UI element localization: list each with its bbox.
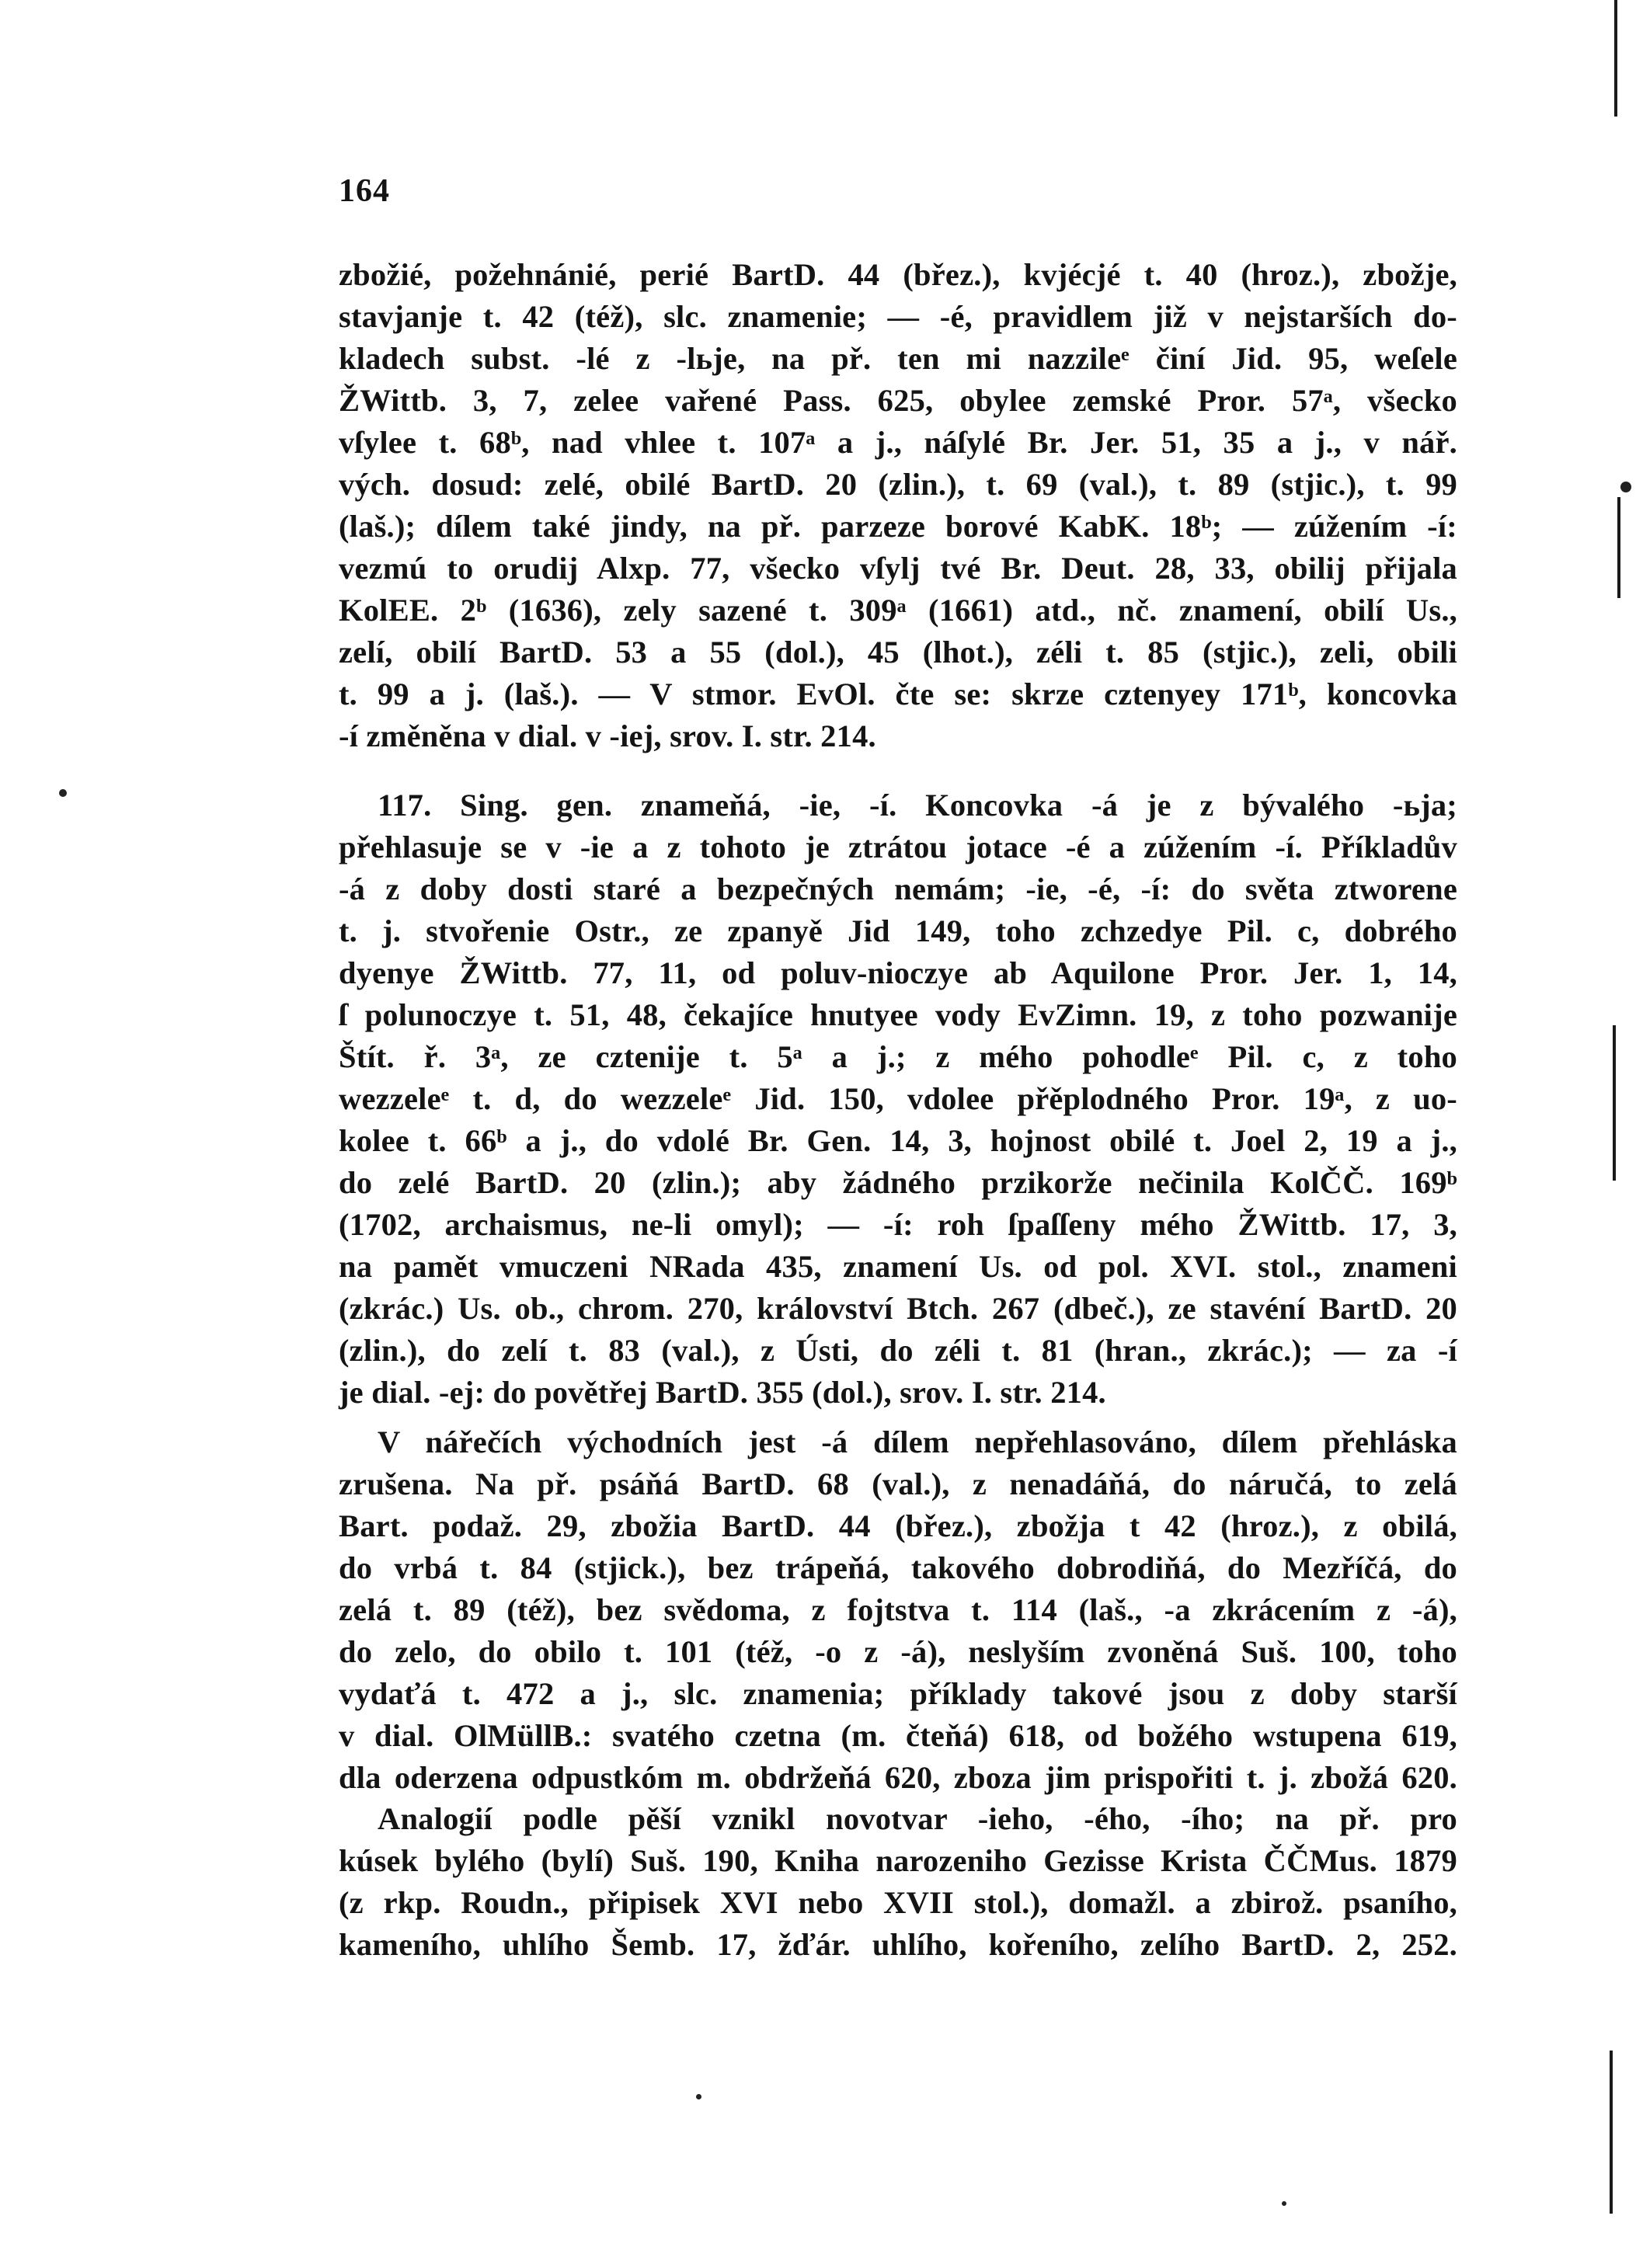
- text-line: KolEE. 2ᵇ (1636), zely sazené t. 309ᵃ (1661) atd., nč. znamení, obilí Us.,: [339, 593, 1457, 628]
- text-line: dyenye ŽWittb. 77, 11, od poluv-nioczye ab Aquilone Pror. Jer. 1, 14,: [339, 955, 1457, 990]
- text-line: přehlasuje se v -ie a z tohoto je ztrátou jotace -é a zúžením -í. Příkladův: [339, 830, 1457, 864]
- text-line: V nářečích východních jest -á dílem nepřehlasováno, dílem přehláska: [378, 1424, 1457, 1459]
- paragraph-continuation: [339, 254, 1457, 757]
- edge-rule-top: [1614, 0, 1617, 117]
- text-line: (zlin.), do zelí t. 83 (val.), z Ústi, do zéli t. 81 (hran., zkrác.); — za -í: [339, 1333, 1457, 1368]
- text-line: vydaťá t. 472 a j., slc. znamenia; příklady takové jsou z doby starší: [339, 1676, 1457, 1711]
- text-line: zelá t. 89 (též), bez svědoma, z fojtstva t. 114 (laš., -a zkrácením z -á),: [339, 1592, 1457, 1627]
- text-line: vých. dosud: zelé, obilé BartD. 20 (zlin.), t. 69 (val.), t. 89 (stjic.), t. 99: [339, 467, 1457, 502]
- text-line: Štít. ř. 3ᵃ, ze cztenije t. 5ᵃ a j.; z mého pohodleᵉ Pil. c, z toho: [339, 1039, 1457, 1074]
- text-line: Bart. podaž. 29, zbožia BartD. 44 (břez.), zbožja t 42 (hroz.), z obilá,: [339, 1508, 1457, 1543]
- edge-rule-bottom: [1610, 2051, 1613, 2214]
- text-line: je dial. -ej: do povětřej BartD. 355 (dol.), srov. I. str. 214.: [339, 1375, 1106, 1410]
- text-line: ŽWittb. 3, 7, zelee vařené Pass. 625, obylee zemské Pror. 57ᵃ, všecko: [339, 383, 1457, 418]
- text-line: na pamět vmuczeni NRada 435, znamení Us. od pol. XVI. stol., znameni: [339, 1249, 1457, 1284]
- text-line: vezmú to orudij Alxp. 77, všecko vſylj tvé Br. Deut. 28, 33, obilij přijala: [339, 551, 1457, 586]
- text-line: kúsek bylého (bylí) Suš. 190, Kniha narozeniho Gezisse Krista ČČMus. 1879: [339, 1843, 1457, 1878]
- text-line: (zkrác.) Us. ob., chrom. 270, království Btch. 267 (dbeč.), ze stavéní BartD. 20: [339, 1291, 1457, 1326]
- text-line: zrušena. Na př. psáňá BartD. 68 (val.), z nenadáňá, do náručá, to zelá: [339, 1466, 1457, 1501]
- edge-rule-middle: [1617, 497, 1620, 598]
- text-line: (1702, archaismus, ne-li omyl); — -í: roh ſpaſſeny mého ŽWittb. 17, 3,: [339, 1207, 1457, 1242]
- speck-mark: [59, 789, 67, 797]
- text-line: vſylee t. 68ᵇ, nad vhlee t. 107ᵃ a j., náſylé Br. Jer. 51, 35 a j., v nář.: [339, 425, 1457, 460]
- text-line: kolee t. 66ᵇ a j., do vdolé Br. Gen. 14, 3, hojnost obilé t. Joel 2, 19 a j.,: [339, 1123, 1457, 1158]
- text-line: do zelé BartD. 20 (zlin.); aby žádného przikorže nečinila KolČČ. 169ᵇ: [339, 1165, 1457, 1200]
- text-line: ſ polunoczye t. 51, 48, čekajíce hnutyee vody EvZimn. 19, z toho pozwanije: [339, 997, 1457, 1032]
- text-line: kladech subst. -lé z -lьje, na př. ten mi nazzileᵉ činí Jid. 95, weſele: [339, 341, 1457, 376]
- edge-rule-lower: [1613, 1025, 1616, 1181]
- text-line: do zelo, do obilo t. 101 (též, -o z -á), neslyším zvoněná Suš. 100, toho: [339, 1634, 1457, 1669]
- paragraph-section-117: [339, 784, 1457, 1414]
- text-line: t. 99 a j. (laš.). — V stmor. EvOl. čte se: skrze cztenyey 171ᵇ, koncovka: [339, 677, 1457, 711]
- speck-mark: [1282, 2201, 1286, 2206]
- text-line: dla oderzena odpustkóm m. obdržeňá 620, zboza jim prispořiti t. j. zbožá 620.: [339, 1760, 1457, 1795]
- speck-mark: [696, 2094, 701, 2099]
- page-number: 164: [339, 173, 390, 209]
- text-line: (z rkp. Roudn., připisek XVI nebo XVII stol.), domažl. a zbirož. psaního,: [339, 1885, 1457, 1920]
- text-line: stavjanje t. 42 (též), slc. znamenie; — -é, pravidlem již v nejstarších do-: [339, 299, 1457, 334]
- section-heading-line: 117. Sing. gen. znameňá, -ie, -í. Koncovka -á je z bývalého -ьja;: [378, 788, 1457, 823]
- paragraph-analogy: [339, 1798, 1457, 1966]
- text-line: zelí, obilí BartD. 53 a 55 (dol.), 45 (lhot.), zéli t. 85 (stjic.), zeli, obili: [339, 635, 1457, 670]
- text-line: do vrbá t. 84 (stjick.), bez trápeňá, takového dobrodiňá, do Mezříčá, do: [339, 1550, 1457, 1585]
- speck-mark: [1620, 482, 1631, 492]
- paragraph-eastern-dialects: [339, 1421, 1457, 1799]
- text-line: (laš.); dílem také jindy, na př. parzeze borové KabK. 18ᵇ; — zúžením -í:: [339, 509, 1457, 544]
- text-line: v dial. OlMüllB.: svatého czetna (m. čteňá) 618, od božého wstupena 619,: [339, 1718, 1457, 1753]
- text-line: -á z doby dosti staré a bezpečných nemám; -ie, -é, -í: do světa ztworene: [339, 871, 1457, 906]
- text-line: wezzeleᵉ t. d, do wezzeleᵉ Jid. 150, vdolee přěplodného Pror. 19ᵃ, z uo-: [339, 1081, 1457, 1116]
- text-line: zbožié, požehnánié, perié BartD. 44 (břez.), kvjécjé t. 40 (hroz.), zbožje,: [339, 257, 1457, 292]
- text-line: t. j. stvořenie Ostr., ze zpanyě Jid 149, toho zchzedye Pil. c, dobrého: [339, 913, 1457, 948]
- text-line: kameního, uhlího Šemb. 17, žďár. uhlího, kořeního, zelího BartD. 2, 252.: [339, 1927, 1457, 1962]
- text-line: Analogií podle pěší vznikl novotvar -ieho, -ého, -ího; na př. pro: [378, 1801, 1457, 1836]
- text-line: -í změněna v dial. v -iej, srov. I. str. 214.: [339, 718, 876, 753]
